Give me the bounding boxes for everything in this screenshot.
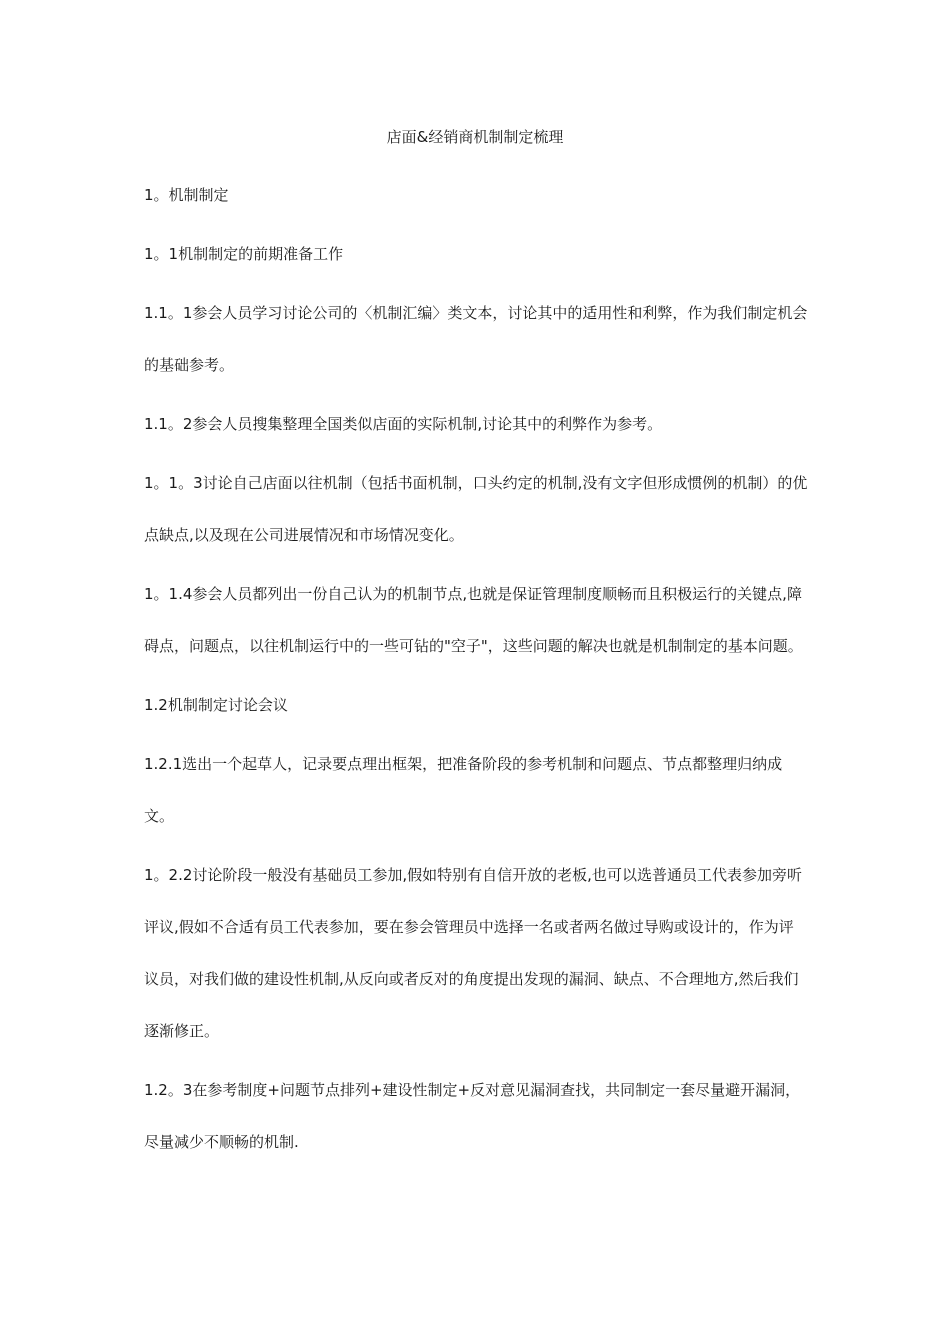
document-title: 店面&经销商机制制定梳理 [386,128,564,146]
paragraph-1: 1。机制制定 [144,186,229,204]
paragraph-1-1: 1。1机制制定的前期准备工作 [144,245,344,263]
paragraph-1-1-4: 1。1.4参会人员都列出一份自己认为的机制节点,也就是保证管理制度顺畅而且积极运行的关键点,障碍点，问题点，以往机制运行中的一些可钻的"空子"，这些问题的解决也就是机制制定的基本问题。 [144,585,803,655]
paragraph-1-2-1: 1.2.1选出一个起草人，记录要点理出框架，把准备阶段的参考机制和问题点、节点都整理归纳成文。 [144,755,783,825]
paragraph-1-2-3: 1.2。3在参考制度+问题节点排列+建设性制定+反对意见漏洞查找，共同制定一套尽量避开漏洞，尽量减少不顺畅的机制. [144,1081,801,1151]
document-body [144,182,808,1200]
paragraph-1-2: 1.2机制制定讨论会议 [144,696,288,714]
paragraph-1-1-2: 1.1。2参会人员搜集整理全国类似店面的实际机制,讨论其中的利弊作为参考。 [144,415,663,433]
paragraph-1-1-3: 1。1。3讨论自己店面以往机制（包括书面机制，口头约定的机制,没有文字但形成惯例的机制）的优点缺点,以及现在公司进展情况和市场情况变化。 [144,474,808,544]
paragraph-1-2-2: 1。2.2讨论阶段一般没有基础员工参加,假如特别有自信开放的老板,也可以选普通员工代表参加旁听评议,假如不合适有员工代表参加，要在参会管理员中选择一名或者两名做过导购或设计的，作为评议员，对我们做的建设性机制,从反向或者反对的角度提出发现的漏洞、缺点、不合理地方,然后我们逐渐修正。 [144,866,802,1040]
paragraph-1-1-1: 1.1。1参会人员学习讨论公司的〈机制汇编〉类文本，讨论其中的适用性和利弊，作为我们制定机会的基础参考。 [144,304,808,374]
